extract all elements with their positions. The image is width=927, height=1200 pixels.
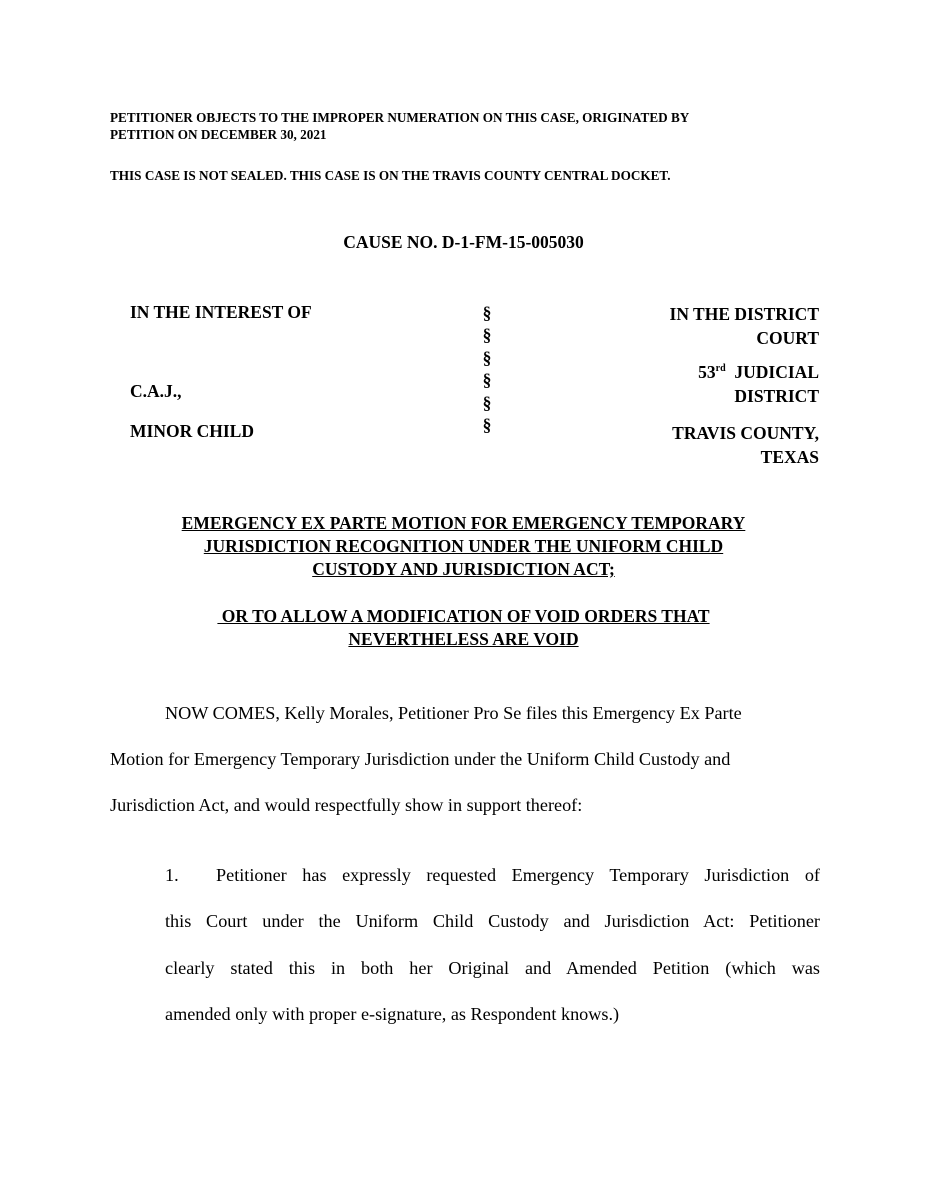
- district-judicial: JUDICIAL: [725, 362, 819, 382]
- caption-court-line-2: COURT: [756, 328, 819, 348]
- cause-number: CAUSE NO. D-1-FM-15-005030: [343, 232, 584, 252]
- motion-alt-title: [0, 605, 927, 651]
- caption-judicial-district: [698, 360, 819, 408]
- notice-numeration-line-2: PETITION ON DECEMBER 30, 2021: [110, 127, 327, 142]
- section-symbol: §: [482, 347, 492, 368]
- district-ordinal: rd: [715, 363, 726, 374]
- caption-county-line-1: TRAVIS COUNTY,: [672, 423, 819, 443]
- intro-line-3: Jurisdiction Act, and would respectfully show in support thereof:: [110, 795, 583, 815]
- caption-county-line-2: TEXAS: [760, 447, 819, 467]
- section-symbol: §: [482, 415, 492, 436]
- motion-title-line: EMERGENCY EX PARTE MOTION FOR EMERGENCY TEMPORARY: [181, 513, 746, 533]
- motion-title: [0, 512, 927, 581]
- caption-district-line-1: [698, 360, 819, 384]
- intro-line-1: NOW COMES, Kelly Morales, Petitioner Pro Se files this Emergency Ex Parte: [165, 703, 742, 723]
- section-symbol-column: [472, 302, 502, 436]
- section-symbol: §: [482, 325, 492, 346]
- paragraph-1-line-4: amended only with proper e-signature, as Respondent knows.): [165, 1004, 620, 1024]
- motion-title-line: CUSTODY AND JURISDICTION ACT;: [312, 559, 615, 579]
- section-symbol: §: [482, 392, 492, 413]
- caption-court: [670, 302, 819, 350]
- notice-numeration-line-1: PETITIONER OBJECTS TO THE IMPROPER NUMERATION ON THIS CASE, ORIGINATED BY: [110, 110, 690, 125]
- motion-alt-title-line: NEVERTHELESS ARE VOID: [348, 629, 579, 649]
- caption-interest-of: IN THE INTEREST OF: [130, 302, 312, 322]
- paragraph-1-line-3: clearly stated this in both her Original and Amended Petition (which was: [165, 958, 820, 978]
- caption-county: [672, 421, 819, 469]
- paragraph-1-line-1: Petitioner has expressly requested Emergency Temporary Jurisdiction of: [216, 865, 820, 885]
- motion-alt-title-line: OR TO ALLOW A MODIFICATION OF VOID ORDERS THAT: [217, 606, 710, 626]
- intro-line-2: Motion for Emergency Temporary Jurisdiction under the Uniform Child Custody and: [110, 749, 731, 769]
- motion-title-line: JURISDICTION RECOGNITION UNDER THE UNIFORM CHILD: [203, 536, 724, 556]
- caption-district-line-2: DISTRICT: [734, 386, 819, 406]
- caption-court-line-1: IN THE DISTRICT: [669, 304, 819, 324]
- caption-child-initials: C.A.J.,: [130, 381, 182, 401]
- notice-sealed: THIS CASE IS NOT SEALED. THIS CASE IS ON THE TRAVIS COUNTY CENTRAL DOCKET.: [110, 168, 671, 183]
- district-number: 53: [698, 362, 716, 382]
- caption-minor-child: MINOR CHILD: [130, 421, 254, 441]
- paragraph-1-line-2: this Court under the Uniform Child Custody and Jurisdiction Act: Petitioner: [165, 911, 820, 931]
- section-symbol: §: [482, 370, 492, 391]
- paragraph-number: 1.: [165, 865, 179, 885]
- section-symbol: §: [482, 303, 492, 323]
